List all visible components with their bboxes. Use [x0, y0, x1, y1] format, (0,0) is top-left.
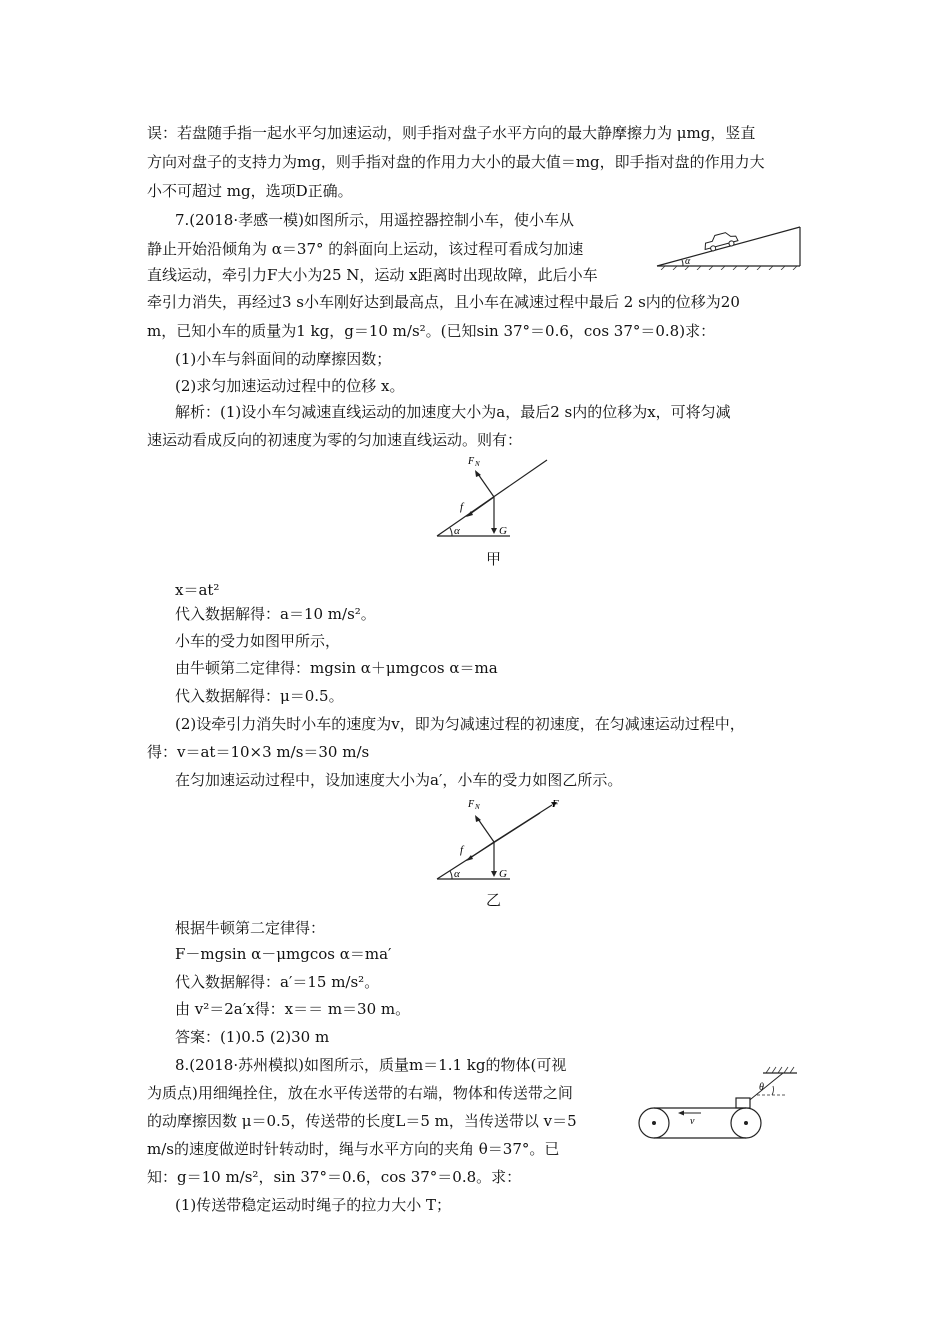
text-line: 代入数据解得：μ＝0.5。	[175, 687, 344, 705]
text-line: m/s的速度做逆时针转动时，绳与水平方向的夹角 θ＝37°。已	[147, 1140, 560, 1158]
problem-8-heading: 8.(2018·苏州模拟)如图所示，质量m＝1.1 kg的物体(可视	[175, 1056, 567, 1074]
solution-start: 解析：(1)设小车匀减速直线运动的加速度大小为a，最后2 s内的位移为x，可将匀减	[175, 403, 731, 421]
figure-caption-yi: 乙	[486, 891, 502, 909]
text-line: 代入数据解得：a′＝15 m/s²。	[175, 973, 380, 991]
block	[736, 1098, 750, 1108]
text-line: 为质点)用细绳拴住，放在水平传送带的右端，物体和传送带之间	[147, 1084, 573, 1102]
text-line: 速运动看成反向的初速度为零的匀加速直线运动。则有：	[147, 431, 523, 449]
force-diagram-yi	[430, 795, 570, 890]
text-line: 的动摩擦因数 μ＝0.5，传送带的长度L＝5 m，当传送带以 v＝5	[147, 1112, 577, 1130]
normal-force-label: F	[468, 456, 475, 467]
text-line: (2)设牵引力消失时小车的速度为v，即为匀减速过程的初速度，在匀减速运动过程中，	[175, 715, 745, 733]
text-line: 方向对盘子的支持力为mg，则手指对盘的作用力大小的最大值＝mg，即手指对盘的作用力大	[147, 153, 765, 171]
text-line: m，已知小车的质量为1 kg，g＝10 m/s²。(已知sin 37°＝0.6，cos 37°＝0.8)求：	[147, 322, 716, 340]
incline-car-figure	[655, 222, 805, 270]
text-line: 知：g＝10 m/s²，sin 37°＝0.6，cos 37°＝0.8。求：	[147, 1168, 522, 1186]
conveyor-belt-figure	[635, 1065, 800, 1147]
friction-label: f	[460, 501, 464, 513]
figure-caption-jia: 甲	[486, 550, 502, 568]
normal-force-subscript: N	[475, 460, 480, 468]
friction-label: f	[460, 844, 464, 856]
theta-label: θ	[759, 1082, 764, 1093]
text-line: 误：若盘随手指一起水平匀加速运动，则手指对盘子水平方向的最大静摩擦力为 μmg，竖直	[147, 124, 756, 142]
velocity-label: v	[690, 1116, 695, 1127]
car-icon	[702, 230, 739, 253]
alpha-label: α	[454, 525, 460, 537]
traction-force-label: F	[552, 798, 559, 810]
question-2: (2)求匀加速运动过程中的位移 x。	[175, 377, 405, 395]
alpha-label: α	[685, 256, 691, 267]
answer-line: 答案：(1)0.5 (2)30 m	[175, 1028, 330, 1046]
alpha-label: α	[454, 868, 460, 880]
force-diagram-jia	[430, 452, 560, 552]
formula-line: 得：v＝at＝10×3 m/s＝30 m/s	[147, 743, 370, 761]
text-line: 静止开始沿倾角为 α＝37° 的斜面向上运动，该过程可看成匀加速	[147, 240, 584, 258]
question-1: (1)小车与斜面间的动摩擦因数；	[175, 350, 392, 368]
text-line: 直线运动，牵引力F大小为25 N，运动 x距离时出现故障，此后小车	[147, 266, 598, 284]
formula-line: F－mgsin α－μmgcos α＝ma′	[175, 945, 392, 963]
formula-line: x＝at²	[175, 581, 220, 599]
text-line: 牵引力消失，再经过3 s小车刚好达到最高点，且小车在减速过程中最后 2 s内的位移为20	[147, 293, 740, 311]
formula-line: 由 v²＝2a′x得：x＝＝ m＝30 m。	[175, 1000, 411, 1018]
text-line: 代入数据解得：a＝10 m/s²。	[175, 605, 376, 623]
gravity-label: G	[499, 868, 507, 880]
normal-force-label: F	[468, 799, 475, 810]
text-line: 小不可超过 mg，选项D正确。	[147, 182, 353, 200]
normal-force-subscript: N	[475, 803, 480, 811]
text-line: 根据牛顿第二定律得：	[175, 919, 326, 937]
text-line: 小车的受力如图甲所示，	[175, 632, 341, 650]
formula-line: 由牛顿第二定律得：mgsin α＋μmgcos α＝ma	[175, 659, 498, 677]
text-line: 在匀加速运动过程中，设加速度大小为a′，小车的受力如图乙所示。	[175, 771, 623, 789]
problem-7-heading: 7.(2018·孝感一模)如图所示，用遥控器控制小车，使小车从	[175, 211, 574, 229]
question-1: (1)传送带稳定运动时绳子的拉力大小 T；	[175, 1196, 452, 1214]
gravity-label: G	[499, 525, 507, 537]
